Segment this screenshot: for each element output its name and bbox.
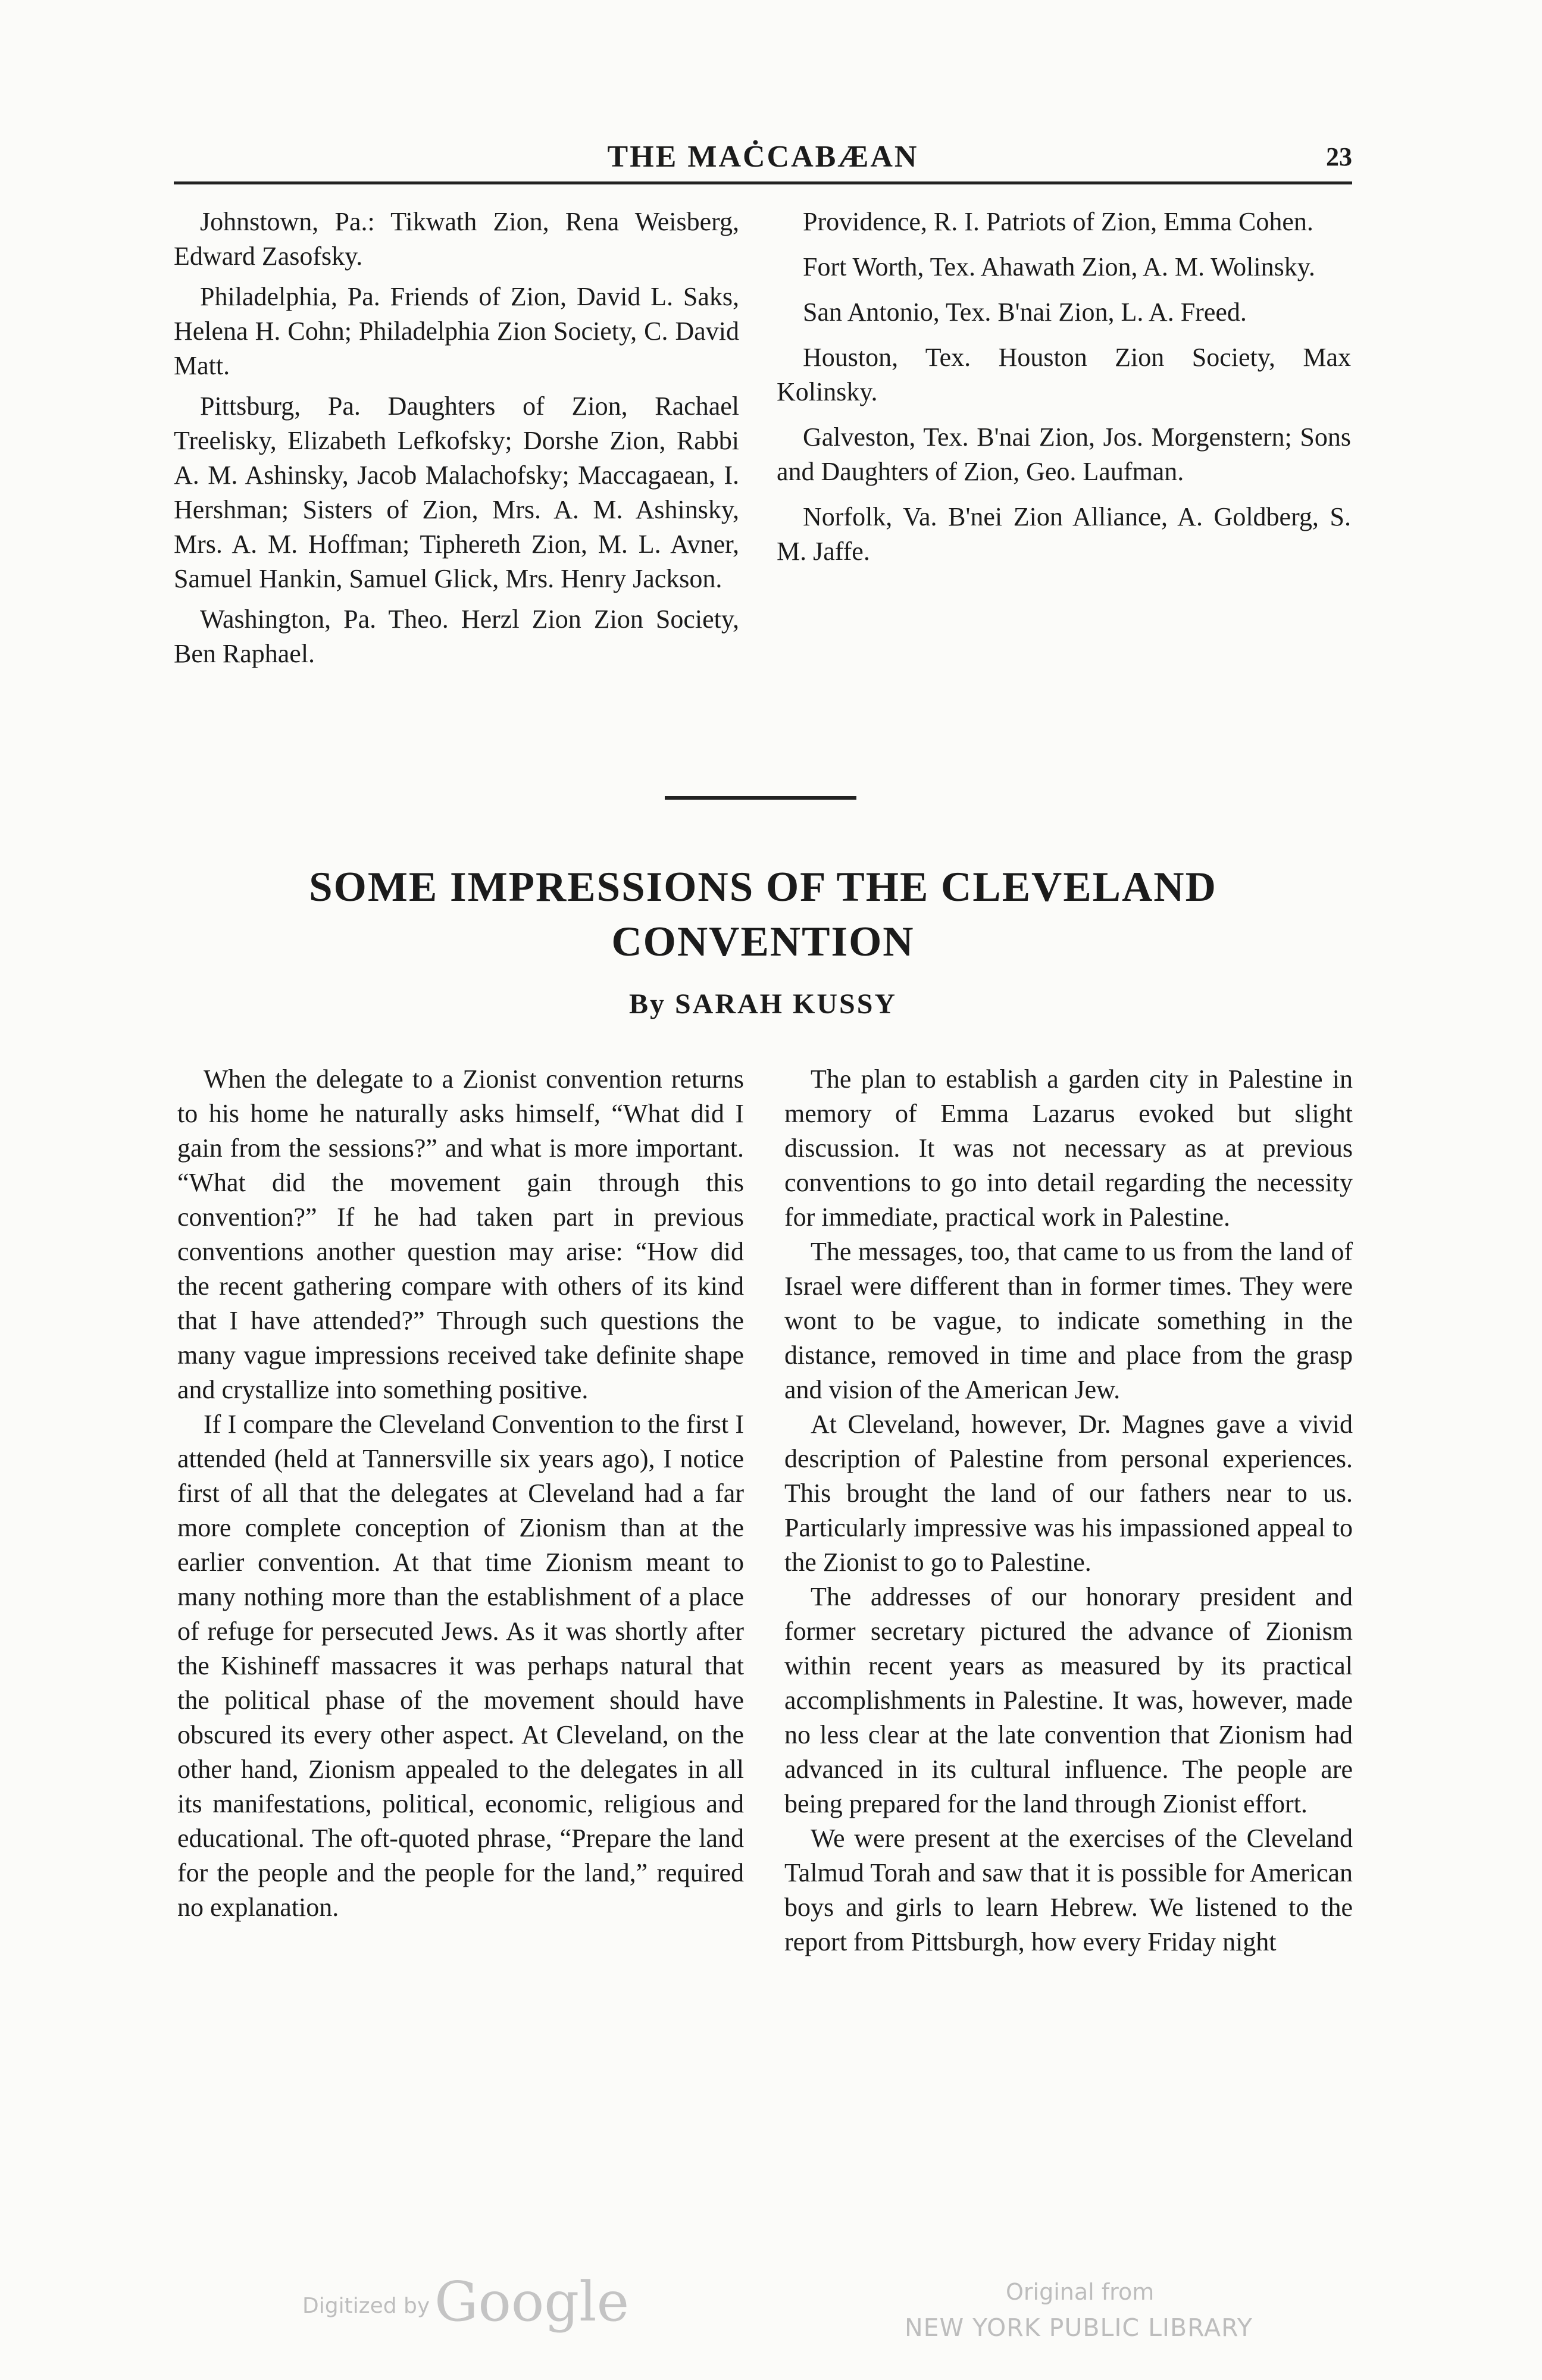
- running-header: [174, 136, 1352, 183]
- header-rule: [174, 181, 1352, 184]
- directory-entry: Johnstown, Pa.: Tikwath Zion, Rena Weisberg, Edward Zasofsky.: [174, 207, 739, 271]
- article-paragraph: We were present at the exercises of the Cleveland Talmud Torah and saw that it is possible for American boys and girls to learn Hebrew. We listened to the report from Pittsburgh, how every Friday night: [784, 1824, 1353, 1956]
- article-paragraph: The plan to establish a garden city in Palestine in memory of Emma Lazarus evoked but slight discussion. It was not necessary as at previous conventions to go into detail regarding the necessity for immediate, practical work in Palestine.: [784, 1064, 1353, 1232]
- page-number: 23: [1326, 142, 1352, 171]
- directory-entry: Fort Worth, Tex. Ahawath Zion, A. M. Wolinsky.: [803, 252, 1315, 281]
- original-from-label: Original from: [1006, 2279, 1155, 2305]
- digitized-by-label: Digitized by: [302, 2294, 430, 2318]
- google-logo: Google: [434, 2270, 630, 2334]
- article-paragraph: At Cleveland, however, Dr. Magnes gave a vivid description of Palestine from personal experiences. This brought the land of our fathers near to us. Particularly impressive was his impassioned appeal to the Zionist to go to Palestine.: [784, 1410, 1353, 1577]
- article-paragraph: When the delegate to a Zionist convention returns to his home he naturally asks himself, “What did I gain from the sessions?” and what is more important. “What did the movement gain through this convention?” If he had taken part in previous conventions another question may arise: “How did the recent gathering compare with others of its kind that I have attended?” Through such questions the many vague impressions received take definite shape and crystallize into something positive.: [177, 1064, 744, 1404]
- article-right-column: [784, 1062, 1353, 1959]
- article-title-line: SOME IMPRESSIONS OF THE CLEVELAND: [309, 864, 1217, 910]
- directory-entry: San Antonio, Tex. B'nai Zion, L. A. Freed.: [803, 298, 1247, 327]
- article-title: [174, 860, 1352, 969]
- byline: By SARAH KUSSY: [628, 988, 897, 1020]
- directory-right-column: [777, 205, 1351, 580]
- directory-left-column: [174, 205, 739, 677]
- directory-entry: Pittsburg, Pa. Daughters of Zion, Rachael Treelisky, Elizabeth Lefkofsky; Dorshe Zion, Rabbi A. M. Ashinsky, Jacob Malachofsky; Maccagaean, I. Hershman; Sisters of Zion, Mrs. A. M. Ashinsky, Mrs. A. M. Hoffman; Tiphereth Zion, M. L. Avner, Samuel Hankin, Samuel Glick, Mrs. Henry Jackson.: [174, 392, 739, 593]
- directory-entry: Philadelphia, Pa. Friends of Zion, David L. Saks, Helena H. Cohn; Philadelphia Zion Society, C. David Matt.: [174, 282, 739, 380]
- article-title-line: CONVENTION: [611, 919, 915, 965]
- library-name: NEW YORK PUBLIC LIBRARY: [905, 2313, 1253, 2342]
- directory-entry: Washington, Pa. Theo. Herzl Zion Zion Society, Ben Raphael.: [174, 605, 739, 668]
- article-left-column: [177, 1062, 744, 1925]
- directory-entry: Norfolk, Va. B'nei Zion Alliance, A. Goldberg, S. M. Jaffe.: [777, 502, 1351, 566]
- article-paragraph: If I compare the Cleveland Convention to the first I attended (held at Tannersville six years ago), I notice first of all that the delegates at Cleveland had a far more complete conception of Zionism than at the earlier convention. At that time Zionism meant to many nothing more than the establishment of a place of refuge for persecuted Jews. As it was shortly after the Kishineff massacres it was perhaps natural that the political phase of the movement should have obscured its every other aspect. At Cleveland, on the other hand, Zionism appealed to the delegates in all its manifestations, political, economic, religious and educational. The oft-quoted phrase, “Prepare the land for the people and the people for the land,” required no explanation.: [177, 1410, 744, 1922]
- article-paragraph: The addresses of our honorary president and former secretary pictured the advance of Zionism within recent years as measured by its practical accomplishments in Palestine. It was, however, made no less clear at the late convention that Zionism had advanced in its cultural influence. The people are being prepared for the land through Zionist effort.: [784, 1582, 1353, 1818]
- article-paragraph: The messages, too, that came to us from the land of Israel were different than in former times. They were wont to be vague, to indicate something in the distance, removed in time and place from the grasp and vision of the American Jew.: [784, 1237, 1353, 1404]
- directory-entry: Galveston, Tex. B'nai Zion, Jos. Morgenstern; Sons and Daughters of Zion, Geo. Laufman.: [777, 422, 1351, 486]
- directory-entry: Houston, Tex. Houston Zion Society, Max Kolinsky.: [777, 343, 1351, 406]
- journal-title: THE MAĊCABÆAN: [607, 140, 919, 174]
- directory-entry: Providence, R. I. Patriots of Zion, Emma Cohen.: [803, 207, 1313, 236]
- section-divider: [665, 796, 856, 800]
